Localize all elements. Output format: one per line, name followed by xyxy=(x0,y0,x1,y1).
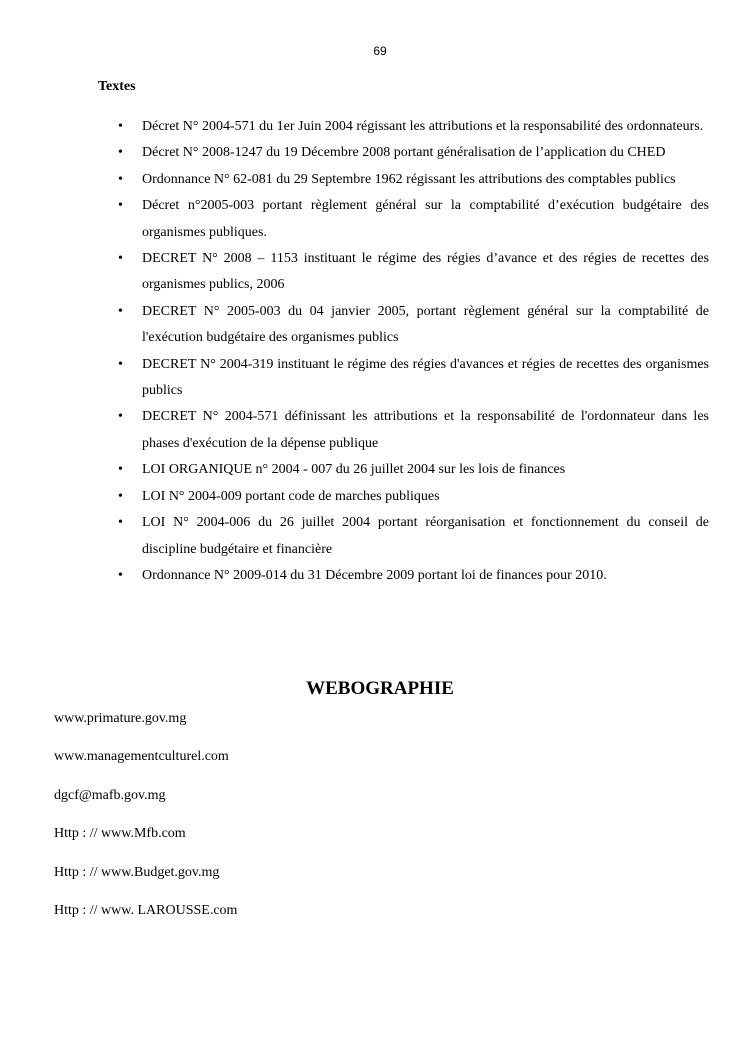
list-item-text: Décret n°2005-003 portant règlement général sur la comptabilité d’exécution budgétaire des organismes publiques. xyxy=(142,198,709,240)
bullet-icon: • xyxy=(118,356,123,372)
list-item-text: LOI N° 2004-009 portant code de marches publiques xyxy=(142,488,440,504)
bullet-icon: • xyxy=(118,409,123,425)
email-link[interactable]: dgcf@mafb.gov.mg xyxy=(54,787,166,803)
list-item-text: DECRET N° 2008 – 1153 instituant le régime des régies d’avance et des régies de recettes des organismes publics, 2006 xyxy=(142,251,709,293)
list-item-text: DECRET N° 2005-003 du 04 janvier 2005, portant règlement général sur la comptabilité de l'exécution budgétaire des organismes publics xyxy=(142,303,709,346)
bullet-icon: • xyxy=(118,567,123,583)
bullet-icon: • xyxy=(118,488,123,504)
web-link[interactable]: www.primature.gov.mg xyxy=(54,711,187,726)
bullet-icon: • xyxy=(118,145,123,161)
textes-list xyxy=(116,114,709,589)
list-item xyxy=(116,140,709,166)
list-item xyxy=(116,246,709,299)
bullet-icon: • xyxy=(118,303,123,319)
webographie-heading: WEBOGRAPHIE xyxy=(306,678,454,699)
list-item-text: DECRET N° 2004-319 instituant le régime des régies d'avances et régies de recettes des organismes publics xyxy=(142,356,709,399)
list-item xyxy=(116,563,709,589)
bullet-icon: • xyxy=(118,515,123,531)
list-item xyxy=(116,484,709,510)
web-link[interactable]: Http : // www.Budget.gov.mg xyxy=(54,864,220,880)
list-item-text: Décret N° 2004-571 du 1er Juin 2004 régissant les attributions et la responsabilité des ordonnateurs. xyxy=(142,119,704,134)
bullet-icon: • xyxy=(118,462,123,478)
list-item xyxy=(116,457,709,483)
bullet-icon: • xyxy=(118,171,123,187)
section-title-textes: Textes xyxy=(98,79,136,94)
bullet-icon: • xyxy=(118,251,123,267)
bullet-icon: • xyxy=(118,119,123,134)
web-link[interactable]: Http : // www. LAROUSSE.com xyxy=(54,902,238,918)
list-item-text: LOI N° 2004-006 du 26 juillet 2004 portant réorganisation et fonctionnement du conseil de discipline budgétaire et financière xyxy=(142,515,709,557)
list-item xyxy=(116,299,709,352)
list-item-text: Décret N° 2008-1247 du 19 Décembre 2008 portant généralisation de l’application du CHED xyxy=(142,145,666,161)
list-item xyxy=(116,352,709,405)
list-item xyxy=(116,510,709,563)
web-link[interactable]: www.managementculturel.com xyxy=(54,749,229,765)
bullet-icon: • xyxy=(118,198,123,214)
list-item-text: DECRET N° 2004-571 définissant les attributions et la responsabilité de l'ordonnateur dans les phases d'exécution de la dépense publique xyxy=(142,409,709,451)
list-item-text: Ordonnance N° 2009-014 du 31 Décembre 2009 portant loi de finances pour 2010. xyxy=(142,567,607,583)
list-item xyxy=(116,404,709,457)
list-item xyxy=(116,193,709,246)
list-item xyxy=(116,114,709,140)
list-item xyxy=(116,167,709,193)
web-link[interactable]: Http : // www.Mfb.com xyxy=(54,826,186,842)
page-number: 69 xyxy=(373,44,387,58)
webographie-list xyxy=(54,709,237,939)
list-item-text: Ordonnance N° 62-081 du 29 Septembre 1962 régissant les attributions des comptables publics xyxy=(142,171,676,187)
list-item-text: LOI ORGANIQUE n° 2004 - 007 du 26 juillet 2004 sur les lois de finances xyxy=(142,462,566,478)
